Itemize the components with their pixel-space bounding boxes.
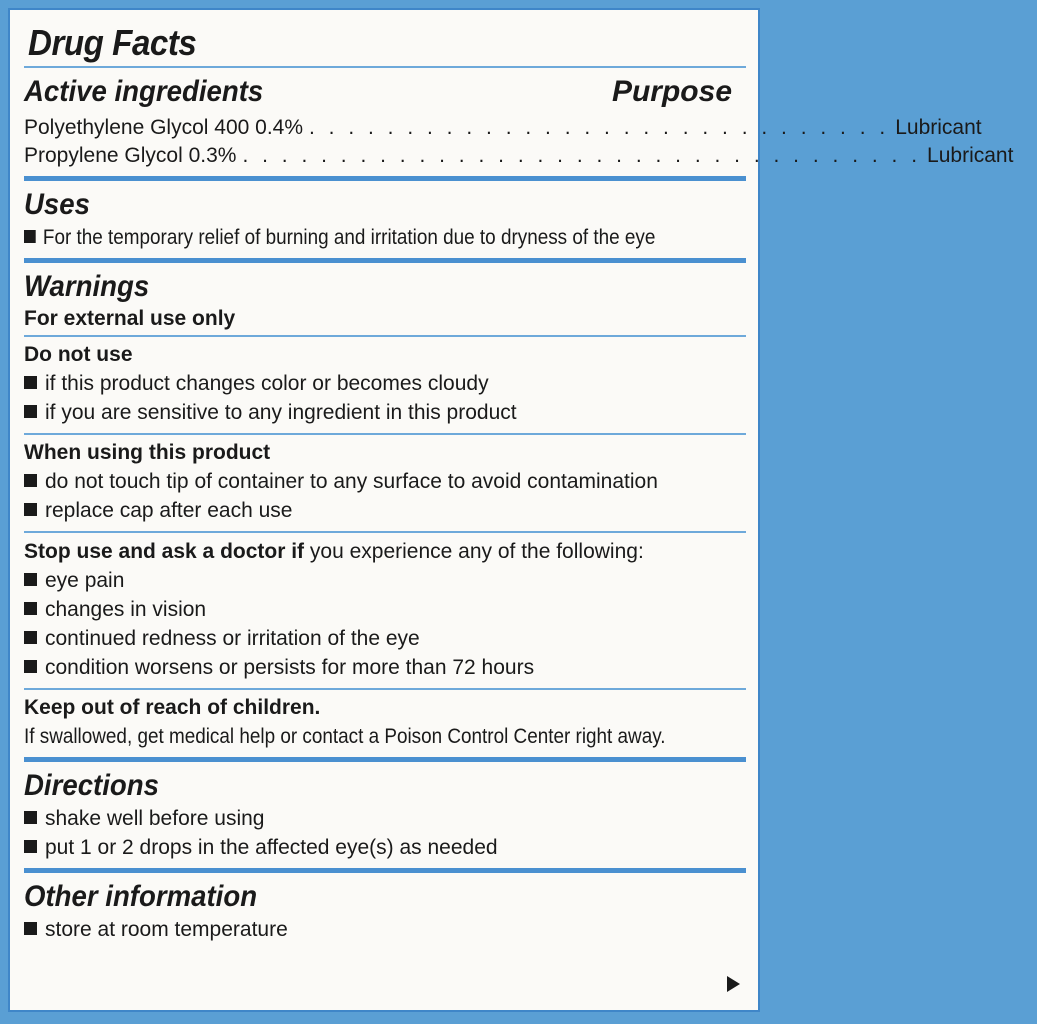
square-bullet-icon [24, 660, 37, 673]
ingredient-name: Propylene Glycol 0.3% [24, 144, 237, 167]
directions-heading: Directions [24, 769, 159, 802]
list-item: changes in vision [24, 595, 746, 624]
list-item: store at room temperature [24, 915, 746, 944]
active-ingredients-heading: Active ingredients [24, 75, 264, 108]
square-bullet-icon [24, 602, 37, 615]
other-info-heading: Other information [24, 880, 258, 913]
children-text: If swallowed, get medical help or contact a Poison Control Center right away. [24, 725, 666, 748]
do-not-use-heading: Do not use [24, 343, 133, 366]
triangle-right-icon [727, 976, 740, 992]
ingredient-row [24, 114, 982, 142]
list-item: put 1 or 2 drops in the affected eye(s) as needed [24, 833, 746, 862]
square-bullet-icon [24, 474, 37, 487]
ingredient-row [24, 142, 1014, 170]
warnings-section [24, 263, 746, 335]
stop-use-tail: you experience any of the following: [304, 540, 644, 563]
dot-leader: . . . . . . . . . . . . . . . . . . . . . . . . . . . . . . . . . . . [242, 144, 922, 167]
warnings-heading: Warnings [24, 270, 150, 303]
square-bullet-icon [24, 922, 37, 935]
list-item: continued redness or irritation of the eye [24, 624, 746, 653]
square-bullet-icon [24, 503, 37, 516]
active-ingredients-section [24, 68, 1014, 176]
list-item: For the temporary relief of burning and irritation due to dryness of the eye [24, 223, 674, 252]
square-bullet-icon [24, 405, 37, 418]
stop-use-intro [24, 537, 746, 566]
ingredient-purpose: Lubricant [927, 144, 1014, 167]
square-bullet-icon [24, 573, 37, 586]
children-section [24, 690, 746, 757]
drug-facts-panel [8, 8, 1014, 1012]
when-using-section [24, 435, 746, 531]
ingredient-name: Polyethylene Glycol 400 0.4% [24, 116, 303, 139]
do-not-use-section [24, 337, 746, 433]
square-bullet-icon [24, 230, 36, 243]
children-heading: Keep out of reach of children. [24, 696, 321, 719]
directions-section [24, 762, 746, 868]
page-title: Drug Facts [28, 22, 197, 63]
list-item: if this product changes color or becomes cloudy [24, 369, 746, 398]
list-item: shake well before using [24, 804, 746, 833]
square-bullet-icon [24, 376, 37, 389]
other-info-section [24, 873, 746, 950]
square-bullet-icon [24, 840, 37, 853]
square-bullet-icon [24, 631, 37, 644]
stop-use-heading: Stop use and ask a doctor if [24, 540, 305, 563]
list-item: replace cap after each use [24, 496, 746, 525]
external-use-note: For external use only [24, 307, 236, 330]
when-using-heading: When using this product [24, 441, 271, 464]
square-bullet-icon [24, 811, 37, 824]
list-item: eye pain [24, 566, 746, 595]
purpose-heading: Purpose [611, 75, 732, 108]
ingredient-purpose: Lubricant [895, 116, 982, 139]
uses-section [24, 181, 746, 258]
dot-leader: . . . . . . . . . . . . . . . . . . . . . . . . . . . . . . [309, 116, 890, 139]
list-item: do not touch tip of container to any surface to avoid contamination [24, 467, 746, 496]
stop-use-section [24, 533, 746, 688]
list-item: condition worsens or persists for more than 72 hours [24, 653, 746, 682]
uses-heading: Uses [24, 188, 90, 221]
list-item: if you are sensitive to any ingredient in this product [24, 398, 746, 427]
